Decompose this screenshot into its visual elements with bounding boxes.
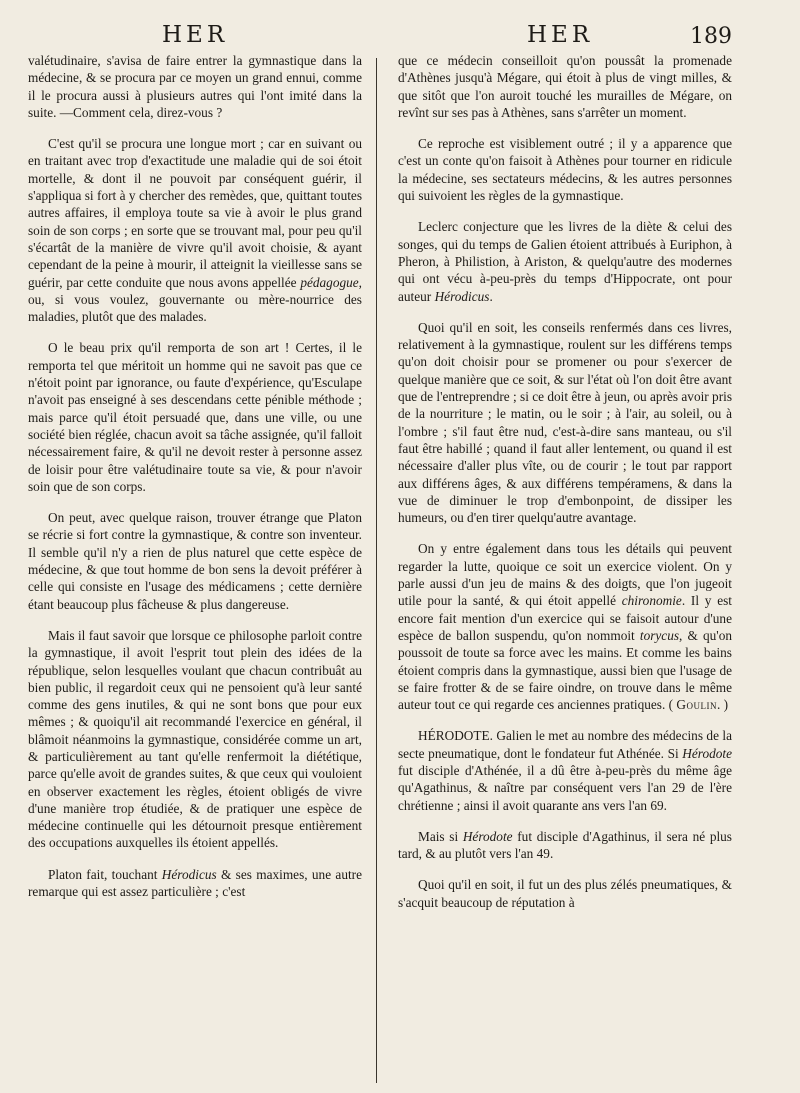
paragraph: Quoi qu'il en soit, les conseils renfermés dans ces livres, relativement à la gymnastique, roulent sur les différens temps qu'on doit choisir pour se promener ou pour s'exercer de quelque manière que ce soit, & sur l'état où l'on doit être avant que de l'entreprendre ; si ce doit être à jeun, ou après avoir pris de la nourriture ; le matin, ou le soir ; à l'air, au soleil, ou à l'ombre ; s'il faut être nud, c'est-à-dire sans manteau, ou s'il faut être habillé ; quand il faut aller lentement, ou quand il est nécessaire d'aller plus vîte, ou de courir ; le tout par rapport aux différens âges, & aux différens tempéramens, & dans la vue de diminuer le trop d'embonpoint, de dissiper les humeurs, ou d'en tirer quelqu'autre avantage.: [398, 319, 732, 526]
paragraph: C'est qu'il se procura une longue mort ; car en suivant ou en traitant avec trop d'exactitude une maladie qui de soi étoit mortelle, & dont il ne pouvoit par conséquent guérir, il s'appliqua si fort à y chercher des remèdes, que, quittant toutes autres affaires, il employa toute sa vie à avoir le plus grand soin de son corps ; en sorte que se trouvant mal, pour peu qu'il s'écartât de la manière de vivre qu'il avoit choisie, & ayant cependant de la peine à mourir, il atteignit la vieillesse sans se guérir, par cette conduite que nous avons appellée pédagogue, ou, si vous voulez, gouvernante ou mère-nourrice des maladies, plutôt que des malades.: [28, 136, 362, 325]
paragraph: O le beau prix qu'il remporta de son art ! Certes, il le remporta tel que méritoit un homme qui ne savoit pas que ce n'étoit point par ignorance, ou faute d'expérience, qu'Esculape n'avoit pas enseigné à ses descendans cette pénible méthode ; mais parce qu'il étoit persuadé que, dans une ville, ou une société bien réglée, chacun avoit sa tâche assignée, qu'il falloit nécessairement faire, & qu'il ne devoit rester à personne assez de loisir pour être valétudinaire toute sa vie, & pour n'avoir soin que de son corps.: [28, 340, 362, 494]
paragraph: Quoi qu'il en soit, il fut un des plus zélés pneumatiques, & s'acquit beaucoup de réputation à: [398, 877, 732, 910]
paragraph: Leclerc conjecture que les livres de la diète & celui des songes, qui du temps de Galien étoient attribués à Euriphon, à Pheron, à Philistion, à Ariston, & quelqu'autre des modernes qui ont vécu à-peu-près du temps d'Hippocrate, ont pour auteur Hérodicus.: [398, 219, 732, 304]
paragraph: On y entre également dans tous les détails qui peuvent regarder la lutte, quoique ce soit un exercice violent. On y parle aussi d'un jeu de mains & des doigts, que l'on jugeoit utile pour la santé, & qui étoit appellé chironomie. Il y est encore fait mention d'un exercice qui se faisoit autour d'une espèce de ballon suspendu, qu'on nommoit torycus, & qu'on poussoit de toute sa force avec les mains. Et comme les bains étoient compris dans la gymnastique, aussi bien que l'usage de se faire frotter & de se faire oindre, on trouve dans le même auteur tout ce qui regarde ces anciennes pratiques. ( Goulin. ): [398, 541, 732, 713]
paragraph: Platon fait, touchant Hérodicus & ses maximes, une autre remarque qui est assez particulière ; c'est: [28, 866, 362, 900]
paragraph: Mais si Hérodote fut disciple d'Agathinus, il sera né plus tard, & au plutôt vers l'an 49.: [398, 828, 732, 862]
author-signature: Goulin: [676, 697, 717, 713]
header-right-title: HER: [527, 22, 594, 48]
entry-headword: HÉRODOTE: [418, 728, 490, 744]
entry-paragraph: HÉRODOTE. Galien le met au nombre des médecins de la secte pneumatique, dont le fondateur fut Athénée. Si Hérodote fut disciple d'Athénée, il a dû être à-peu-près du même âge qu'Agathinus, & naître par conséquent vers l'an 29 de l'ère chrétienne ; ainsi il avoit quarante ans vers l'an 69.: [398, 728, 732, 813]
page-number: 189: [690, 24, 732, 49]
paragraph: Mais il faut savoir que lorsque ce philosophe parloit contre la gymnastique, il avoit l'esprit tout plein des idées de la république, selon lesquelles voulant que chacun contribuât au bien public, il regardoit ceux qui ne pensoient qu'à leur santé comme des gens inutiles, & qui ne sont bons que pour eux mêmes ; & quoiqu'il ait recommandé l'exercice en général, il blâmoit néanmoins la gymnastique, considérée comme un art, & particulièrement au tant qu'elle renfermoit la diététique, parce qu'elle avoit de grandes suites, & que ceux qui vouloient en observer exactement les règles, étoient obligés de vivre d'une manière trop étudiée, & de pratiquer une espèce de médecine continuelle qui les détournoit presque entièrement des occupations auxquelles ils étoient appellés.: [28, 627, 362, 851]
paragraph: On peut, avec quelque raison, trouver étrange que Platon se récrie si fort contre la gymnastique, & contre son inventeur. Il semble qu'il n'y a rien de plus naturel que cette espèce de médecine, & que tout homme de bon sens la devoit préférer à celle qui consiste en l'usage des médicamens ; cette dernière étant beaucoup plus fâcheuse & plus dangereuse.: [28, 510, 362, 612]
header-left-title: HER: [162, 22, 229, 48]
paragraph: Ce reproche est visiblement outré ; il y a apparence que c'est un conte qu'on faisoit à Athènes pour tourner en ridicule la médecine, ses sectateurs médecins, & les autres personnes qui suivoient les règles de la gymnastique.: [398, 136, 732, 204]
paragraph: que ce médecin conseilloit qu'on poussât la promenade d'Athènes jusqu'à Mégare, qui étoit à plus de vingt milles, & que sitôt que l'on auroit touché les murailles de Mégare, on revînt sur ses pas à Athènes, sans s'arrêter un moment.: [398, 53, 732, 120]
right-column: [398, 52, 732, 911]
left-column: [28, 52, 362, 900]
running-header: [0, 22, 800, 56]
paragraph: valétudinaire, s'avisa de faire entrer la gymnastique dans la médecine, & se procura par ce moyen un grand ennui, comme il le procura aussi à plusieurs autres qui l'ont imité dans la suite. —Comment cela, direz-vous ?: [28, 53, 362, 120]
column-divider: [376, 58, 377, 1083]
